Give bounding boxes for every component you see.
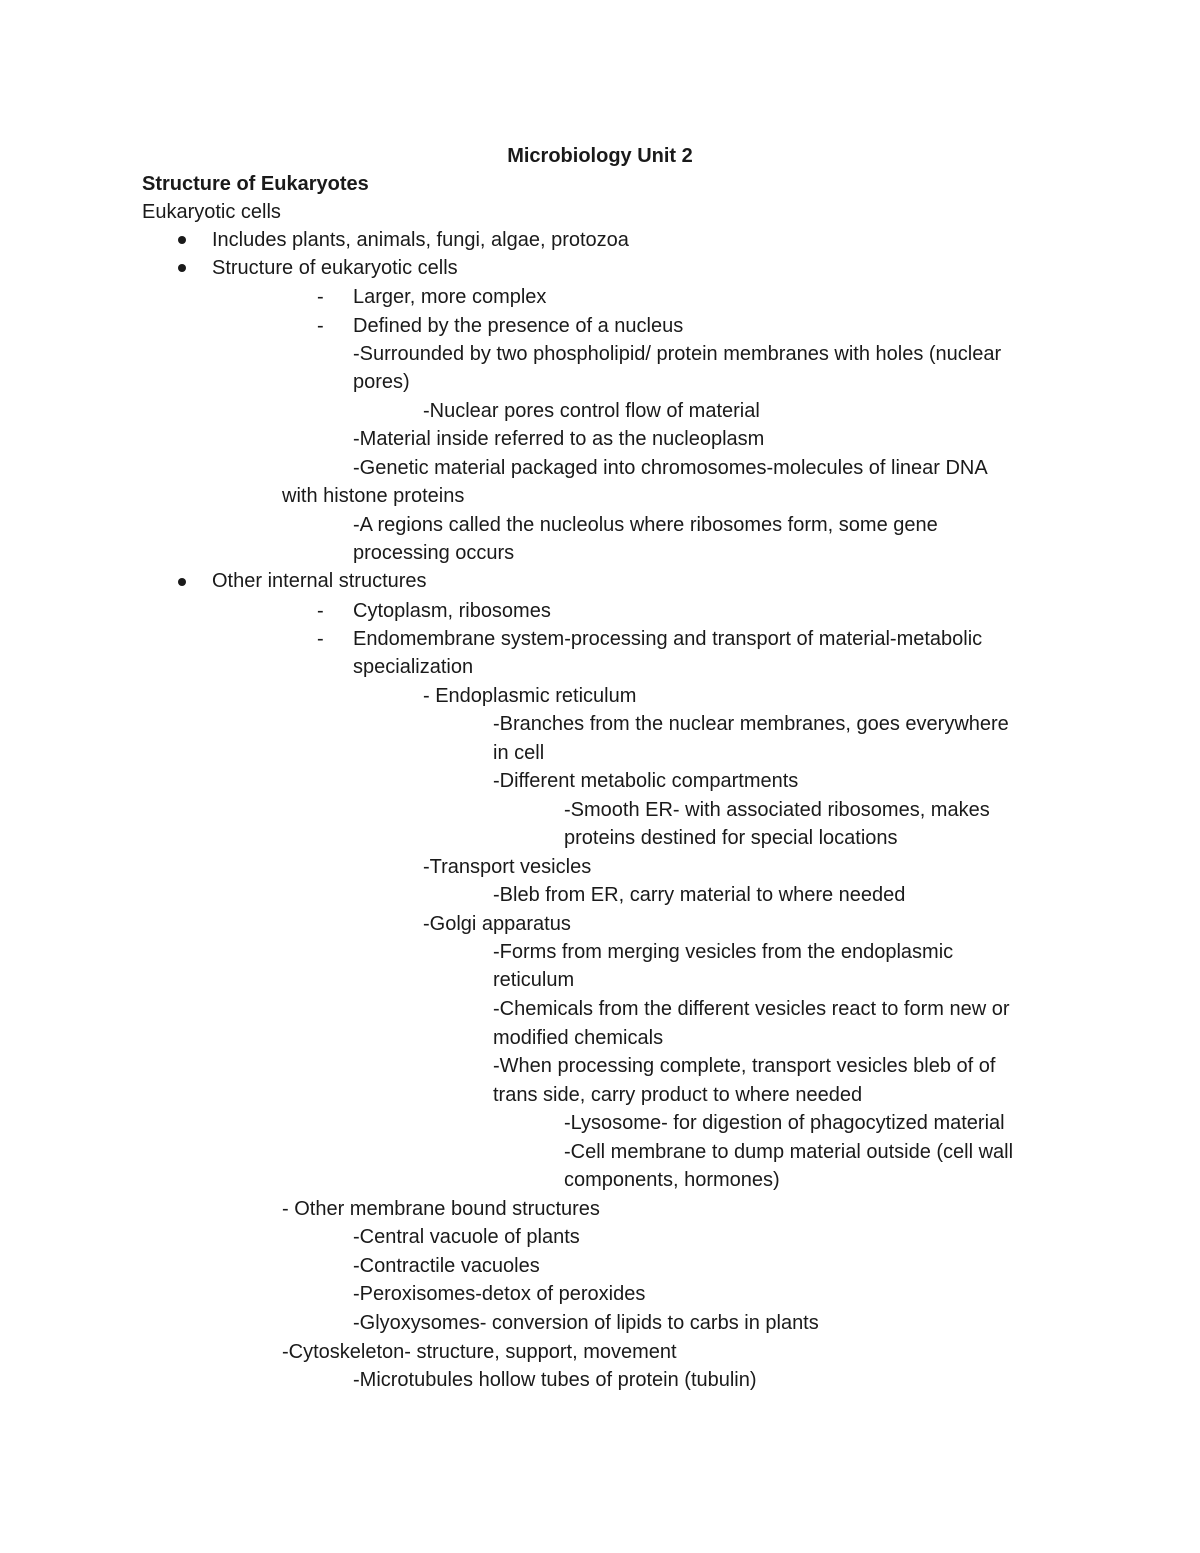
- text-line: proteins destined for special locations: [564, 827, 898, 849]
- text-line: trans side, carry product to where needed: [493, 1084, 863, 1106]
- bullet-marker: [178, 264, 186, 272]
- bullet-item: Includes plants, animals, fungi, algae, protozoa: [212, 229, 629, 251]
- text-line: pores): [353, 371, 410, 393]
- text-line: -Smooth ER- with associated ribosomes, makes: [564, 799, 990, 821]
- text-line: -Forms from merging vesicles from the endoplasmic: [493, 941, 954, 963]
- text-line: -Golgi apparatus: [423, 913, 571, 935]
- text-line: specialization: [353, 656, 474, 678]
- document-title: Microbiology Unit 2: [507, 145, 693, 167]
- text-line: -Glyoxysomes- conversion of lipids to carbs in plants: [353, 1312, 819, 1334]
- text-line: reticulum: [493, 969, 575, 991]
- text-line: -Central vacuole of plants: [353, 1226, 580, 1248]
- text-line: -Cell membrane to dump material outside (cell wall: [564, 1141, 1014, 1163]
- bullet-marker: [178, 236, 186, 244]
- section-heading: Structure of Eukaryotes: [142, 173, 369, 195]
- bullet-item: Other internal structures: [212, 570, 427, 592]
- dash-marker: -: [317, 628, 324, 650]
- sub-item: Cytoplasm, ribosomes: [353, 600, 551, 622]
- text-line: -A regions called the nucleolus where ribosomes form, some gene: [353, 514, 938, 536]
- dash-marker: -: [317, 315, 324, 337]
- dash-marker: -: [317, 286, 324, 308]
- sub-item: Defined by the presence of a nucleus: [353, 315, 684, 337]
- text-line: in cell: [493, 742, 545, 764]
- text-line: -Contractile vacuoles: [353, 1255, 540, 1277]
- text-line: -Branches from the nuclear membranes, goes everywhere: [493, 713, 1009, 735]
- text-line: -Transport vesicles: [423, 856, 592, 878]
- text-line: -Cytoskeleton- structure, support, movement: [282, 1341, 677, 1363]
- text-line: -Bleb from ER, carry material to where needed: [493, 884, 906, 906]
- text-line: processing occurs: [353, 542, 515, 564]
- bullet-item: Structure of eukaryotic cells: [212, 257, 458, 279]
- text-line: -Microtubules hollow tubes of protein (tubulin): [353, 1369, 757, 1391]
- text-line: Eukaryotic cells: [142, 201, 281, 223]
- sub-item: Endomembrane system-processing and transport of material-metabolic: [353, 628, 983, 650]
- sub-item: Larger, more complex: [353, 286, 547, 308]
- text-line: -Peroxisomes-detox of peroxides: [353, 1283, 646, 1305]
- text-line: -Lysosome- for digestion of phagocytized material: [564, 1112, 1005, 1134]
- text-line: -Different metabolic compartments: [493, 770, 799, 792]
- text-line: - Endoplasmic reticulum: [423, 685, 637, 707]
- text-line: modified chemicals: [493, 1027, 664, 1049]
- text-line: -Genetic material packaged into chromosomes-molecules of linear DNA: [353, 457, 988, 479]
- text-line: -Material inside referred to as the nucleoplasm: [353, 428, 765, 450]
- text-line: -Chemicals from the different vesicles react to form new or: [493, 998, 1010, 1020]
- text-line: components, hormones): [564, 1169, 780, 1191]
- bullet-marker: [178, 578, 186, 586]
- text-line: with histone proteins: [282, 485, 465, 507]
- text-line: -Nuclear pores control flow of material: [423, 400, 760, 422]
- text-line: -When processing complete, transport vesicles bleb of of: [493, 1055, 996, 1077]
- text-line: -Surrounded by two phospholipid/ protein membranes with holes (nuclear: [353, 343, 1002, 365]
- text-line: - Other membrane bound structures: [282, 1198, 600, 1220]
- dash-marker: -: [317, 600, 324, 622]
